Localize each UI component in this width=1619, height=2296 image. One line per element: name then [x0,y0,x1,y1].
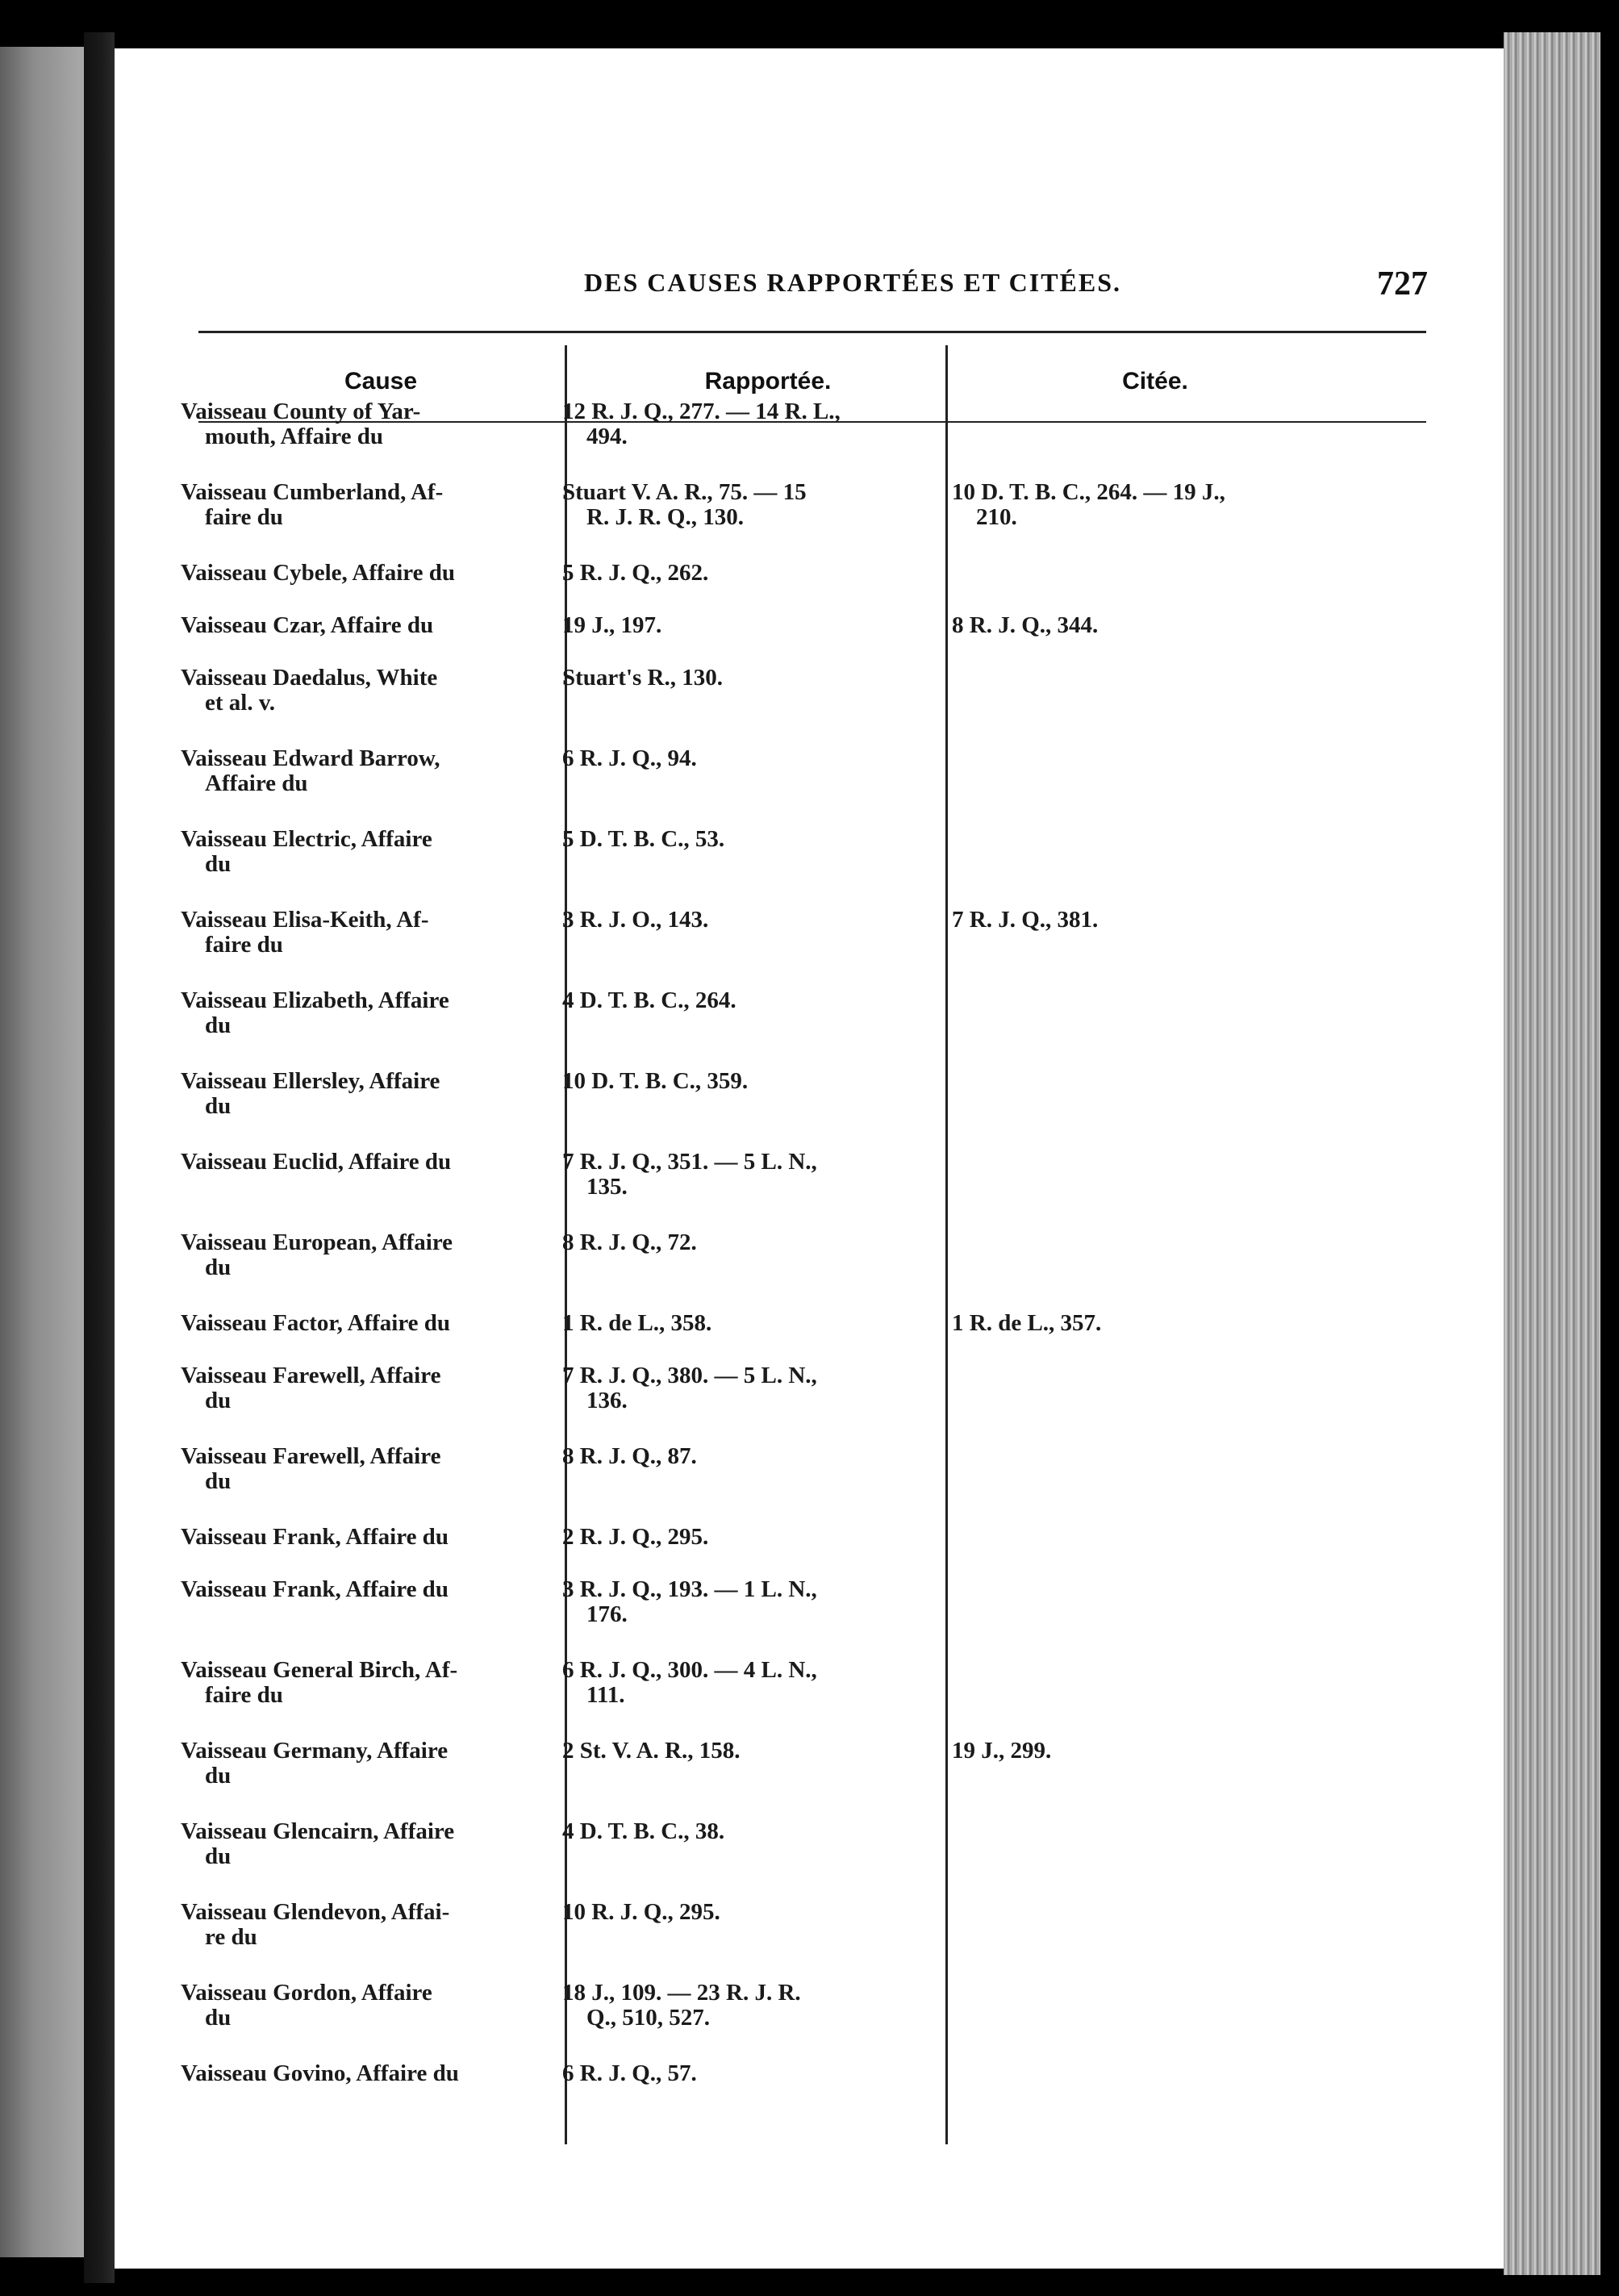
citee-cell-line-2: 210. [976,504,1017,530]
rapportee-cell-line-1: 10 R. J. Q., 295. [562,1899,720,1925]
rapportee-cell-line-1: 18 J., 109. — 23 R. J. R. [562,1980,801,2006]
cause-cell [181,1525,542,1550]
rapportee-cell [562,1311,941,1336]
cause-cell-line-1: Vaisseau Glencairn, Affaire [181,1818,455,1844]
page-number: 727 [1377,265,1428,303]
cause-cell-line-1: Vaisseau Glendevon, Affai- [181,1899,450,1925]
rapportee-cell-line-1: 6 R. J. Q., 57. [562,2060,697,2086]
cause-cell [181,1981,542,2031]
column-divider-2 [945,345,948,2144]
cause-cell-line-2: faire du [205,504,283,530]
cause-cell [181,1900,542,1950]
citee-cell [952,1311,1315,1336]
rapportee-cell-line-2: 176. [586,1601,628,1627]
cause-cell [181,746,542,796]
cause-cell [181,1739,542,1789]
cause-cell-line-2: mouth, Affaire du [205,424,384,449]
cause-cell [181,1230,542,1280]
rapportee-cell [562,827,941,852]
rapportee-cell-line-1: 7 R. J. Q., 380. — 5 L. N., [562,1363,817,1388]
cause-cell-line-2: du [205,1843,232,1869]
rapportee-cell [562,1525,941,1550]
rapportee-cell [562,1739,941,1764]
cause-cell-line-1: Vaisseau Gordon, Affaire [181,1980,432,2006]
rapportee-cell [562,613,941,638]
cause-cell-line-1: Vaisseau Euclid, Affaire du [181,1149,452,1175]
cause-cell-line-1: Vaisseau Govino, Affaire du [181,2060,459,2086]
rapportee-cell-line-2: R. J. R. Q., 130. [586,504,744,530]
cause-cell-line-1: Vaisseau Ellersley, Affaire [181,1068,440,1094]
cause-cell [181,1444,542,1494]
cause-cell-line-2: du [205,1254,232,1280]
running-head-title: DES CAUSES RAPPORTÉES ET CITÉES. [584,268,1122,297]
citee-cell [952,613,1315,638]
cause-cell-line-1: Vaisseau Elizabeth, Affaire [181,987,449,1013]
rapportee-cell-line-1: 6 R. J. Q., 300. — 4 L. N., [562,1657,817,1683]
cause-cell-line-1: Vaisseau Factor, Affaire du [181,1310,451,1336]
rapportee-cell [562,1900,941,1925]
cause-cell [181,827,542,877]
rapportee-cell-line-1: 12 R. J. Q., 277. — 14 R. L., [562,399,841,424]
cause-cell-line-1: Vaisseau Electric, Affaire [181,826,432,852]
cause-cell-line-1: Vaisseau European, Affaire [181,1229,453,1255]
cause-cell-line-2: du [205,1763,232,1789]
rapportee-cell [562,2061,941,2086]
rapportee-cell-line-1: 5 R. J. Q., 262. [562,560,709,586]
cause-cell-line-2: du [205,1388,232,1413]
cause-cell [181,1069,542,1119]
cause-cell [181,1311,542,1336]
cause-cell-line-2: faire du [205,1682,283,1708]
rapportee-cell-line-1: 8 R. J. Q., 72. [562,1229,697,1255]
rapportee-cell-line-1: 19 J., 197. [562,612,662,638]
cause-cell [181,480,542,530]
cause-cell [181,1658,542,1708]
rapportee-cell-line-1: 6 R. J. Q., 94. [562,745,697,771]
citee-cell [952,1739,1315,1764]
citee-cell-line-1: 19 J., 299. [952,1738,1052,1764]
citee-cell [952,480,1315,530]
book-page [115,48,1504,2269]
cause-cell-line-1: Vaisseau Daedalus, White [181,665,438,691]
cause-cell-line-1: Vaisseau General Birch, Af- [181,1657,458,1683]
rapportee-cell-line-1: 2 St. V. A. R., 158. [562,1738,741,1764]
cause-cell-line-1: Vaisseau Edward Barrow, [181,745,440,771]
rapportee-cell-line-1: 2 R. J. Q., 295. [562,1524,709,1550]
rapportee-cell [562,1069,941,1094]
citee-cell-line-1: 1 R. de L., 357. [952,1310,1102,1336]
cause-cell-line-1: Vaisseau Cybele, Affaire du [181,560,455,586]
cause-cell [181,908,542,958]
cause-cell-line-2: du [205,851,232,877]
facing-page-edge [0,47,84,2257]
cause-cell-line-2: re du [205,1924,257,1950]
rapportee-cell-line-1: 4 D. T. B. C., 264. [562,987,736,1013]
cause-cell [181,1577,542,1602]
cause-cell-line-2: faire du [205,932,283,958]
rapportee-cell [562,1981,941,2031]
rapportee-cell [562,561,941,586]
cause-cell-line-1: Vaisseau Cumberland, Af- [181,479,444,505]
rapportee-cell-line-2: 494. [586,424,628,449]
rapportee-cell-line-2: 136. [586,1388,628,1413]
cause-cell-line-2: du [205,1012,232,1038]
rapportee-cell-line-1: 10 D. T. B. C., 359. [562,1068,749,1094]
rapportee-cell [562,1819,941,1844]
rapportee-cell-line-1: 3 R. J. Q., 193. — 1 L. N., [562,1576,817,1602]
rapportee-cell [562,399,941,449]
cause-cell-line-2: du [205,1468,232,1494]
column-header-rapportee: Rapportée. [704,368,832,394]
rapportee-cell-line-1: 7 R. J. Q., 351. — 5 L. N., [562,1149,817,1175]
citee-cell-line-1: 7 R. J. Q., 381. [952,907,1099,933]
cause-cell [181,613,542,638]
citee-cell [952,908,1315,933]
cause-cell-line-1: Vaisseau Frank, Affaire du [181,1524,449,1550]
rapportee-cell [562,666,941,691]
column-header-cause: Cause [344,368,418,394]
cause-cell [181,988,542,1038]
book-gutter [84,32,115,2283]
rapportee-cell-line-2: 135. [586,1174,628,1200]
column-header-citee: Citée. [1122,368,1188,394]
cause-cell-line-1: Vaisseau Farewell, Affaire [181,1363,441,1388]
cause-cell [181,1150,542,1175]
rapportee-cell [562,1444,941,1469]
cause-cell [181,2061,542,2086]
rapportee-cell-line-2: 111. [586,1682,625,1708]
cause-cell-line-1: Vaisseau Elisa-Keith, Af- [181,907,429,933]
cause-cell-line-2: du [205,1093,232,1119]
cause-cell [181,1819,542,1869]
rapportee-cell-line-1: Stuart's R., 130. [562,665,723,691]
rapportee-cell-line-1: 1 R. de L., 358. [562,1310,712,1336]
cause-cell-line-2: et al. v. [205,690,275,716]
rapportee-cell [562,1363,941,1413]
cause-cell-line-2: Affaire du [205,770,308,796]
cause-cell-line-1: Vaisseau Czar, Affaire du [181,612,434,638]
cause-cell-line-1: Vaisseau Farewell, Affaire [181,1443,441,1469]
rapportee-cell [562,746,941,771]
rapportee-cell [562,1577,941,1627]
rapportee-cell-line-1: 8 R. J. Q., 87. [562,1443,697,1469]
citee-cell-line-1: 8 R. J. Q., 344. [952,612,1099,638]
cause-cell [181,399,542,449]
cause-cell-line-1: Vaisseau County of Yar- [181,399,421,424]
page-stack-edge [1504,32,1600,2275]
cause-cell [181,1363,542,1413]
rapportee-cell [562,1150,941,1200]
cause-cell-line-2: du [205,2005,232,2031]
cause-cell-line-1: Vaisseau Frank, Affaire du [181,1576,449,1602]
cause-cell [181,666,542,716]
rapportee-cell-line-1: 3 R. J. O., 143. [562,907,709,933]
citee-cell-line-1: 10 D. T. B. C., 264. — 19 J., [952,479,1225,505]
header-rule [198,331,1426,333]
rapportee-cell [562,908,941,933]
rapportee-cell-line-2: Q., 510, 527. [586,2005,711,2031]
cause-cell [181,561,542,586]
rapportee-cell [562,1230,941,1255]
rapportee-cell-line-1: 4 D. T. B. C., 38. [562,1818,725,1844]
rapportee-cell-line-1: Stuart V. A. R., 75. — 15 [562,479,807,505]
rapportee-cell [562,1658,941,1708]
cause-cell-line-1: Vaisseau Germany, Affaire [181,1738,449,1764]
rapportee-cell-line-1: 5 D. T. B. C., 53. [562,826,725,852]
rapportee-cell [562,988,941,1013]
rapportee-cell [562,480,941,530]
